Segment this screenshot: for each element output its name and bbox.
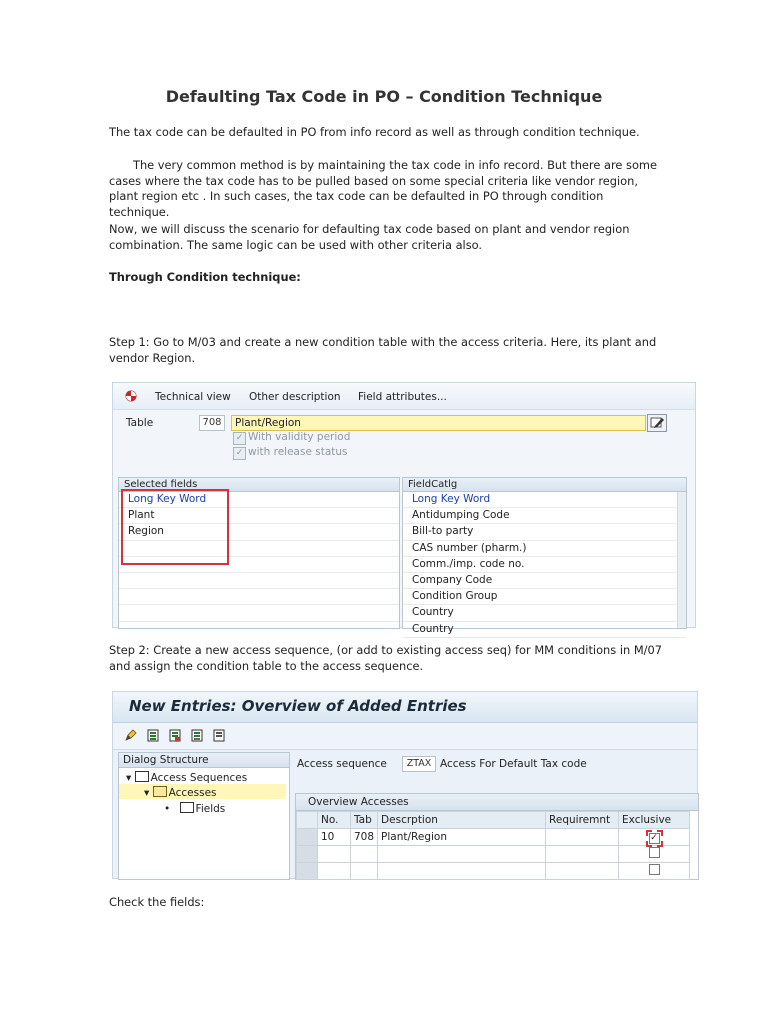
table-row[interactable] [297, 863, 690, 880]
exclusive-checkbox[interactable]: ✓ [650, 832, 658, 843]
column-header-requirement[interactable]: Requiremnt [546, 812, 619, 829]
tree-label-accesses: Accesses [168, 787, 217, 799]
column-header-description[interactable]: Descrption [378, 812, 546, 829]
tree-node-access-sequences[interactable] [126, 771, 247, 784]
undo-change-icon[interactable] [213, 729, 225, 742]
row-selector[interactable] [297, 829, 318, 846]
field-catalog-row[interactable]: Antidumping Code [403, 508, 686, 524]
selected-field-row[interactable]: Plant [119, 508, 399, 524]
cell-no[interactable] [318, 863, 351, 880]
selected-fields-highlight [121, 489, 229, 565]
paragraph-scenario: Now, we will discuss the scenario for defaulting tax code based on plant and vendor region combination. The same logic can be used with other criteria also. [109, 222, 630, 252]
accesses-table [296, 811, 690, 880]
cell-no[interactable] [318, 846, 351, 863]
section-heading: Through Condition technique: [109, 270, 301, 284]
release-status-checkbox[interactable]: ✓ [233, 447, 246, 460]
cell-requirement[interactable] [546, 863, 619, 880]
selected-field-row[interactable]: Region [119, 524, 399, 540]
folder-icon [180, 802, 194, 813]
cell-requirement[interactable] [546, 829, 619, 846]
table-label: Table [126, 417, 154, 429]
document-title: Defaulting Tax Code in PO – Condition Technique [165, 87, 603, 106]
field-catalog-panel [402, 477, 687, 635]
technical-view-icon[interactable] [125, 390, 137, 402]
paragraph-intro: The tax code can be defaulted in PO from info record as well as through condition technique. [109, 125, 640, 139]
cell-tab[interactable]: 708 [351, 829, 378, 846]
selected-field-row[interactable]: Long Key Word [119, 492, 399, 508]
field-catalog-row[interactable]: Country [403, 622, 686, 638]
row-selector[interactable] [297, 846, 318, 863]
cell-requirement[interactable] [546, 846, 619, 863]
tree-label-fields: Fields [195, 803, 226, 815]
access-sequence-toolbar [113, 723, 697, 750]
cell-description[interactable]: Plant/Region [378, 829, 546, 846]
column-header-exclusive[interactable]: Exclusive [619, 812, 690, 829]
tree-label-access-sequences: Access Sequences [150, 772, 248, 784]
validity-period-label: With validity period [248, 431, 351, 443]
folder-icon [135, 771, 149, 782]
selected-field-row[interactable] [119, 589, 399, 605]
field-catalog-scrollbar[interactable] [677, 492, 686, 628]
field-catalog-row[interactable]: Condition Group [403, 589, 686, 605]
field-catalog-header: FieldCatlg [403, 478, 686, 492]
table-number-field[interactable]: 708 [199, 415, 225, 431]
dialog-structure-header: Dialog Structure [119, 753, 289, 768]
validity-period-checkbox[interactable]: ✓ [233, 432, 246, 445]
column-header-no[interactable]: No. [318, 812, 351, 829]
cell-tab[interactable] [351, 863, 378, 880]
table-description-field[interactable]: Plant/Region [231, 415, 646, 431]
table-row[interactable] [297, 829, 690, 846]
field-catalog-row[interactable]: Country [403, 605, 686, 621]
access-sequence-field[interactable]: ZTAX [402, 756, 436, 772]
step-2-text: Step 2: Create a new access sequence, (or add to existing access seq) for MM conditions in M/07 and assign the condition table to the access sequence. [109, 643, 662, 673]
condition-table-toolbar [113, 383, 695, 410]
column-header-tab[interactable]: Tab [351, 812, 378, 829]
display-change-icon[interactable] [125, 729, 137, 742]
new-entries-icon[interactable] [147, 729, 159, 742]
exclusive-checkbox[interactable] [649, 864, 660, 875]
other-description-button[interactable]: Other description [249, 391, 341, 403]
tree-node-fields[interactable] [164, 802, 225, 815]
bullet-icon: • [164, 803, 171, 815]
check-fields-text: Check the fields: [109, 895, 205, 909]
pencil-icon [648, 415, 666, 431]
cell-exclusive[interactable] [619, 863, 690, 880]
tree-node-accesses[interactable] [144, 786, 217, 799]
step-1-text: Step 1: Go to M/03 and create a new condition table with the access criteria. Here, its plant and vendor Region. [109, 335, 657, 365]
field-catalog-row[interactable]: Comm./imp. code no. [403, 557, 686, 573]
condition-table-screenshot [112, 382, 696, 635]
cell-tab[interactable] [351, 846, 378, 863]
selected-fields-header: Selected fields [119, 478, 399, 492]
table-header-row [297, 812, 690, 829]
cell-description[interactable] [378, 846, 546, 863]
field-catalog-row[interactable]: Company Code [403, 573, 686, 589]
access-sequence-description: Access For Default Tax code [440, 758, 587, 770]
delete-icon[interactable] [191, 729, 203, 742]
field-catalog-row[interactable]: Bill-to party [403, 524, 686, 540]
expand-arrow-icon[interactable]: ▾ [126, 772, 132, 784]
cell-exclusive[interactable] [619, 829, 690, 846]
field-attributes-button[interactable]: Field attributes... [358, 391, 447, 403]
expand-arrow-icon[interactable]: ▾ [144, 787, 150, 799]
screen-header [113, 692, 697, 723]
cell-no[interactable]: 10 [318, 829, 351, 846]
row-selector[interactable] [297, 863, 318, 880]
paragraph-common-method: The very common method is by maintaining the tax code in info record. But there are some cases where the tax code has to be pulled based on some special criteria like vendor region, plant region etc . In such cases, the tax code can be defaulted in PO through condition technique. [109, 158, 658, 219]
selected-field-row[interactable] [119, 605, 399, 621]
overview-accesses-grid [295, 793, 699, 880]
row-selector-header[interactable] [297, 812, 318, 829]
open-folder-icon [153, 786, 167, 797]
screen-title: New Entries: Overview of Added Entries [129, 697, 467, 715]
release-status-label: with release status [248, 446, 348, 458]
cell-description[interactable] [378, 863, 546, 880]
cell-exclusive[interactable] [619, 846, 690, 863]
exclusive-checkbox[interactable] [649, 847, 660, 858]
table-row[interactable] [297, 846, 690, 863]
access-sequence-screenshot [112, 691, 698, 879]
selected-field-row[interactable] [119, 573, 399, 589]
copy-as-icon[interactable] [169, 729, 181, 742]
overview-accesses-title: Overview Accesses [296, 794, 698, 811]
field-catalog-row[interactable]: CAS number (pharm.) [403, 541, 686, 557]
edit-description-button[interactable] [647, 414, 667, 432]
technical-view-button[interactable]: Technical view [155, 391, 231, 403]
field-catalog-row[interactable]: Long Key Word [403, 492, 686, 508]
access-sequence-label: Access sequence [297, 758, 387, 770]
